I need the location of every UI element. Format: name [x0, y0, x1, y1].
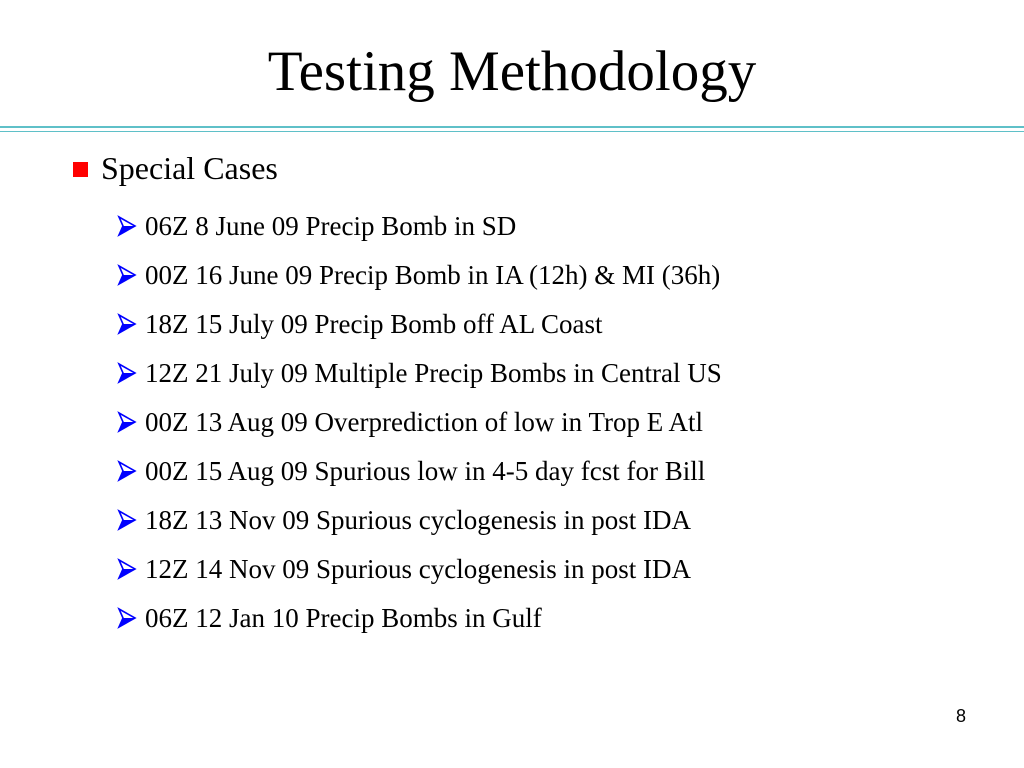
list-item: [116, 299, 722, 348]
title-divider-top: [0, 126, 1024, 128]
arrow-bullet-icon: [116, 313, 138, 335]
list-item-text: 00Z 13 Aug 09 Overprediction of low in Trop E Atl: [145, 406, 703, 437]
list-item: [116, 446, 722, 495]
title-divider-bottom: [0, 131, 1024, 132]
list-item-text: 18Z 13 Nov 09 Spurious cyclogenesis in post IDA: [145, 504, 691, 535]
arrow-bullet-icon: [116, 362, 138, 384]
list-item: [116, 348, 722, 397]
arrow-bullet-icon: [116, 411, 138, 433]
arrow-bullet-icon: [116, 460, 138, 482]
list-item: [116, 495, 722, 544]
list-item-text: 12Z 14 Nov 09 Spurious cyclogenesis in post IDA: [145, 553, 691, 584]
list-item-text: 12Z 21 July 09 Multiple Precip Bombs in Central US: [145, 357, 722, 388]
list-item: [116, 544, 722, 593]
slide-title: Testing Methodology: [267, 40, 757, 103]
list-item: [116, 593, 722, 642]
arrow-bullet-icon: [116, 607, 138, 629]
list-item-text: 00Z 16 June 09 Precip Bomb in IA (12h) & MI (36h): [145, 259, 721, 290]
list-item-text: 18Z 15 July 09 Precip Bomb off AL Coast: [145, 308, 603, 339]
list-item: [116, 201, 722, 250]
list-item: [116, 250, 722, 299]
list-item-text: 06Z 8 June 09 Precip Bomb in SD: [145, 210, 517, 241]
bullet-label: Special Cases: [101, 150, 278, 186]
bullet-special-cases: [73, 148, 278, 188]
square-bullet-icon: [73, 162, 88, 177]
arrow-bullet-icon: [116, 558, 138, 580]
list-item: [116, 397, 722, 446]
page-number: 8: [955, 706, 966, 726]
list-item-text: 00Z 15 Aug 09 Spurious low in 4-5 day fcst for Bill: [145, 455, 706, 486]
arrow-bullet-icon: [116, 509, 138, 531]
arrow-bullet-icon: [116, 264, 138, 286]
list-item-text: 06Z 12 Jan 10 Precip Bombs in Gulf: [145, 602, 542, 633]
arrow-bullet-icon: [116, 215, 138, 237]
special-cases-list: [116, 201, 722, 642]
